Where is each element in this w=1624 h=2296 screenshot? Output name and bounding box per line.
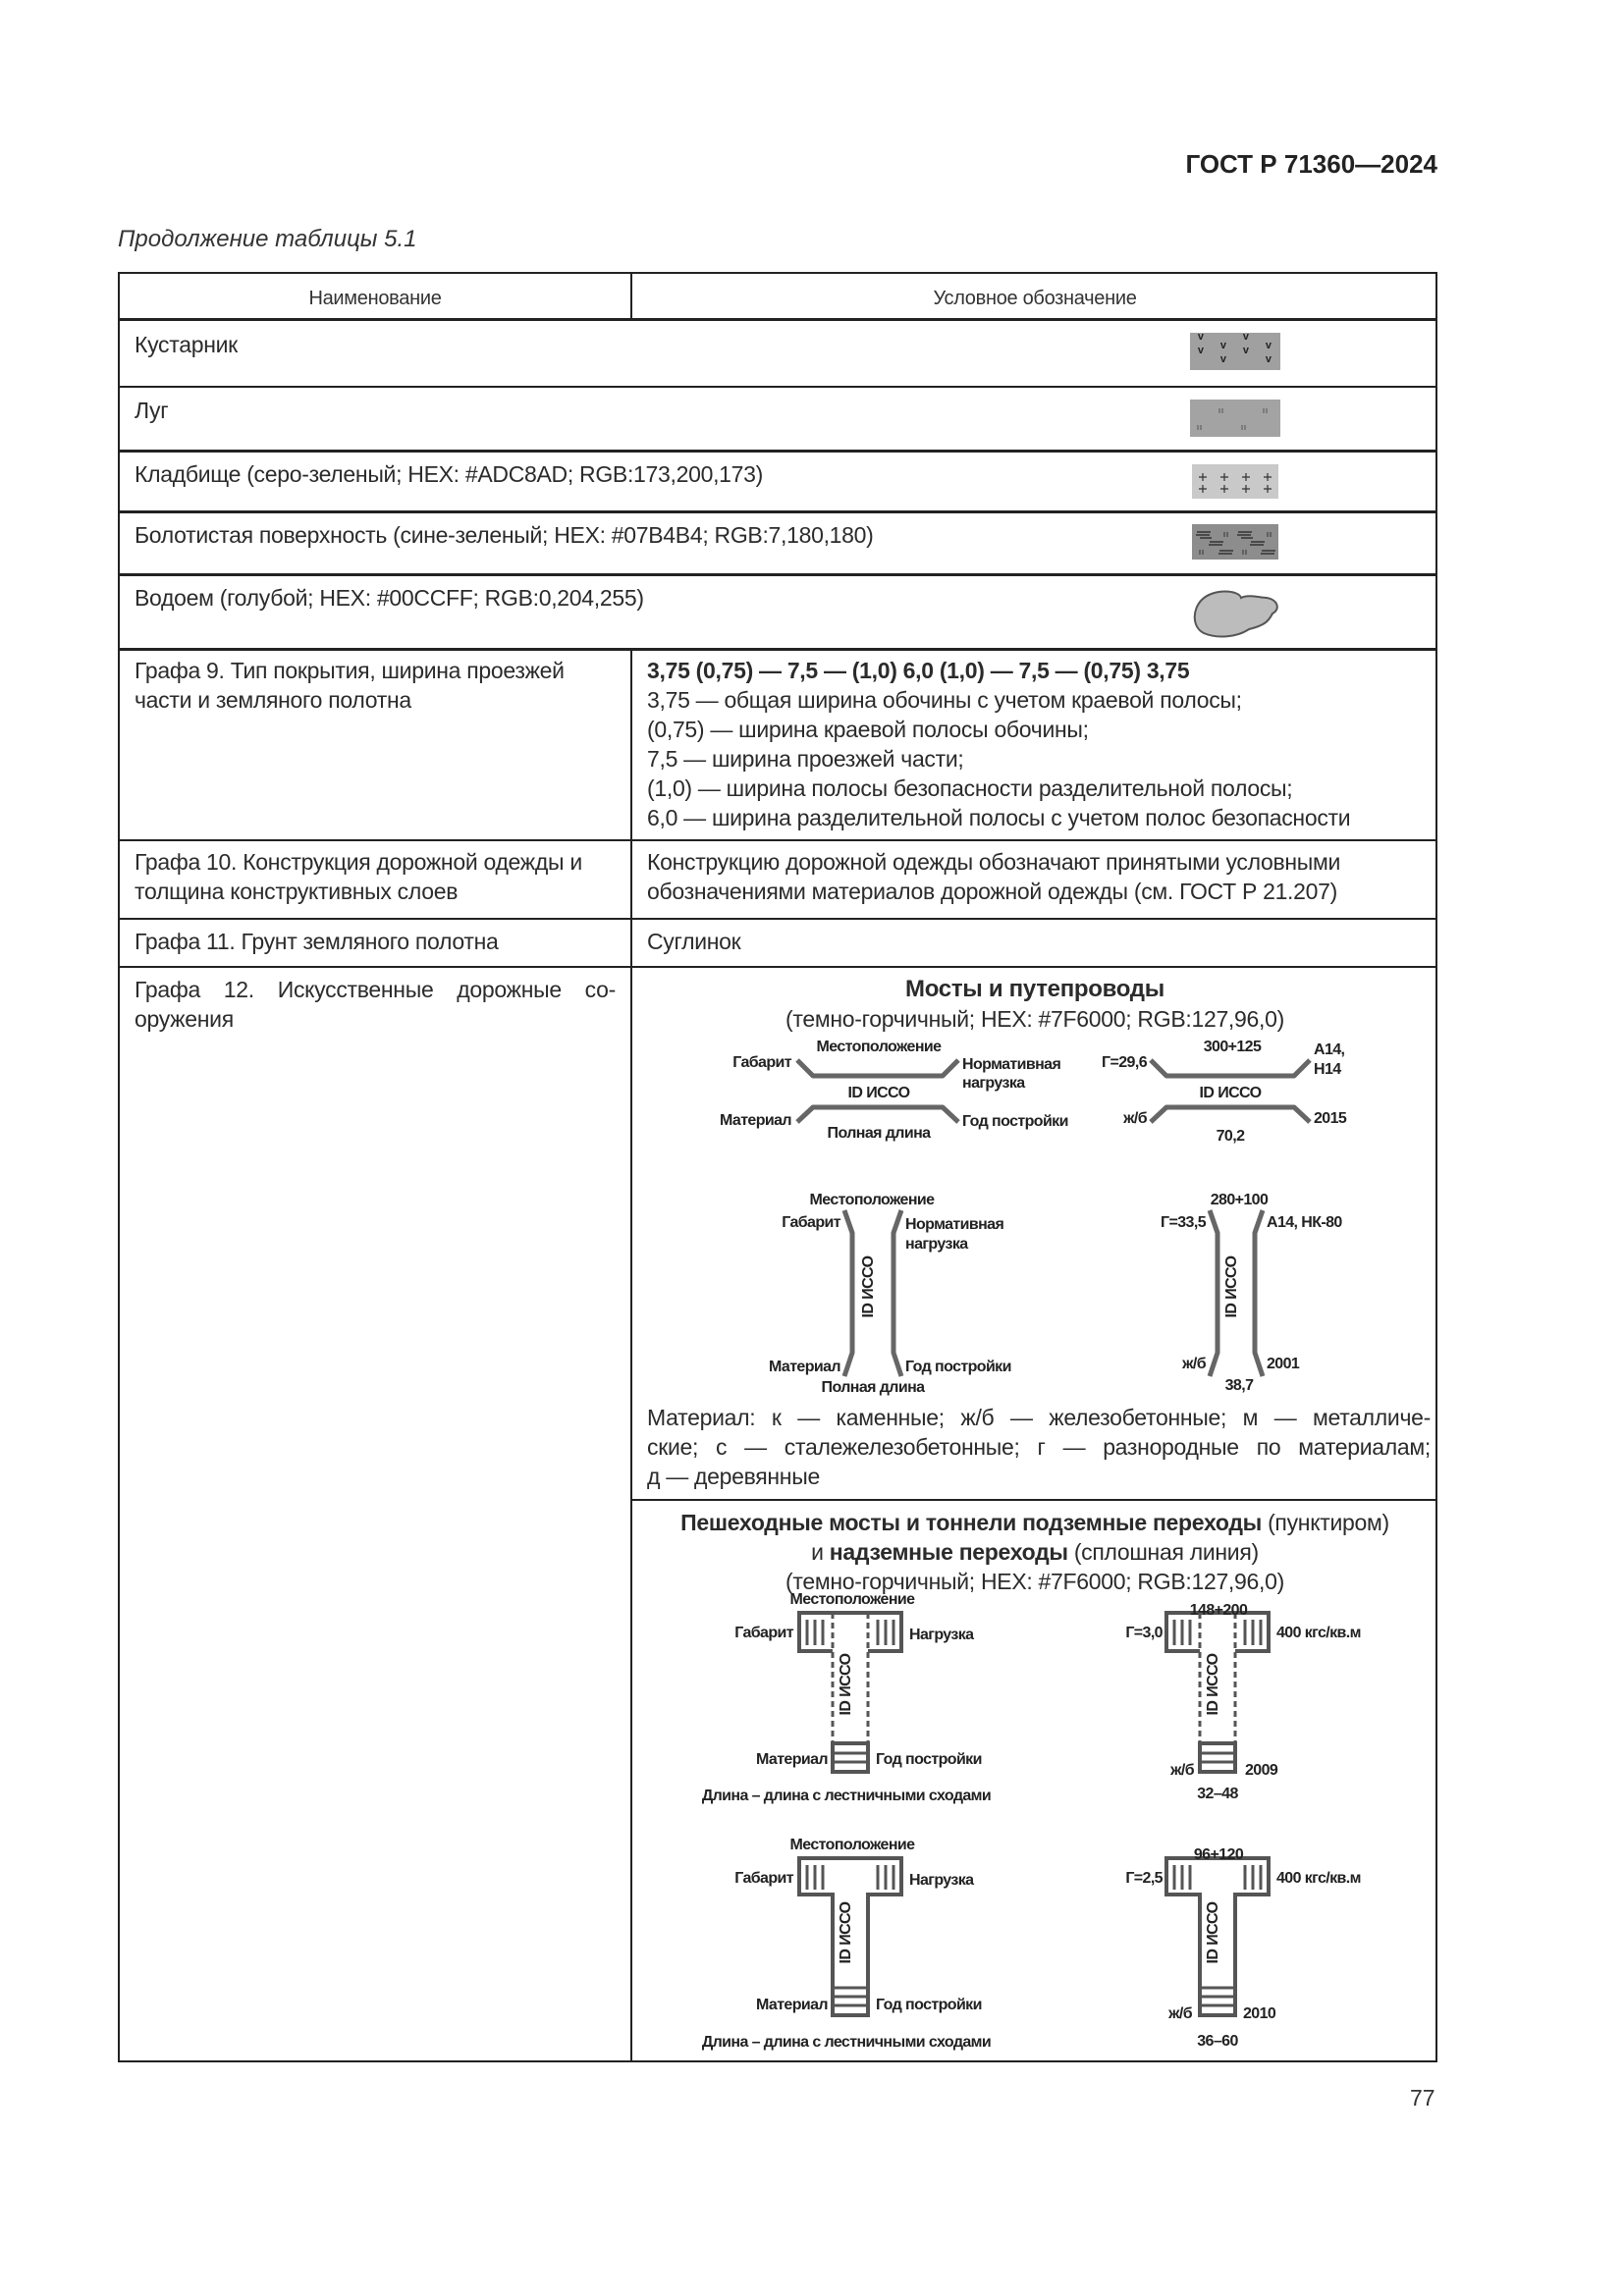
value-material: ж/б — [1170, 1762, 1194, 1779]
label-length: Полная длина — [827, 1125, 931, 1142]
bridge-bottom-line — [1151, 1107, 1310, 1122]
graf11-value: Суглинок — [647, 929, 741, 954]
value-load: А14, — [1314, 1041, 1345, 1058]
row-label-meadow: Луг — [135, 398, 169, 423]
label-load: нагрузка — [905, 1236, 968, 1253]
label-id: ID ИССО — [838, 1653, 854, 1716]
row-label-graf9: Графа 9. Тип покрытия, ширина проезжей части и земляного полотна — [135, 658, 565, 713]
svg-text:ᵛ: ᵛ — [1266, 340, 1272, 356]
svg-text:ᵛ: ᵛ — [1220, 340, 1226, 356]
value-load: 400 кгс/кв.м — [1276, 1870, 1361, 1887]
value-gabarit: Г=29,6 — [1102, 1054, 1147, 1071]
value-location: 96+120 — [1193, 1846, 1244, 1863]
graf9-line: 6,0 — ширина разделительной полосы с учетом полос безопасности — [647, 805, 1351, 830]
label-location: Местоположение — [809, 1192, 935, 1208]
value-load: Н14 — [1314, 1061, 1341, 1078]
graf10-line: Конструкцию дорожной одежды обозначают принятыми условными — [647, 849, 1341, 875]
title-bold: Пешеходные мосты и тоннели подземные переходы — [680, 1510, 1262, 1535]
graf9-line: (0,75) — ширина краевой полосы обочины; — [647, 717, 1089, 742]
label-length: Полная длина — [821, 1379, 925, 1396]
row-label-swamp: Болотистая поверхность (сине-зеленый; HEX: #07B4B4; RGB:7,180,180) — [135, 522, 874, 548]
svg-text:ᵛ: ᵛ — [1198, 333, 1204, 347]
bridge-left-line — [1210, 1210, 1218, 1376]
label-year: Год постройки — [876, 1997, 982, 2013]
label-id: ID ИССО — [847, 1085, 910, 1101]
label-line: Графа 12. Искусственные дорожные со- — [135, 977, 616, 1002]
row-label-graf10: Графа 10. Конструкция дорожной одежды и толщина конструктивных слоев — [135, 849, 582, 904]
value-id: ID ИССО — [1205, 1901, 1221, 1964]
label-material: Материал — [719, 1112, 791, 1129]
row-label-water: Водоем (голубой; HEX: #00CCFF; RGB:0,204,255) — [135, 585, 644, 611]
title-normal: (пунктиром) — [1261, 1510, 1389, 1535]
value-location: 148+200 — [1189, 1602, 1248, 1619]
row-label-graf11: Графа 11. Грунт земляного полотна — [135, 929, 499, 954]
label-gabarit: Габарит — [732, 1054, 791, 1071]
column-header-name: Наименование — [308, 288, 442, 309]
value-length: 38,7 — [1224, 1377, 1254, 1394]
title-normal: и — [811, 1539, 830, 1565]
material-line: д — деревянные — [647, 1464, 820, 1489]
value-material: ж/б — [1123, 1110, 1147, 1127]
value-length: 36–60 — [1197, 2033, 1238, 2050]
label-year: Год постройки — [905, 1359, 1011, 1375]
label-load: Нормативная — [962, 1056, 1061, 1073]
value-year: 2010 — [1243, 2005, 1276, 2022]
label-gabarit: Габарит — [782, 1214, 840, 1231]
row-label-shrub: Кустарник — [135, 332, 238, 357]
label-id: ID ИССО — [860, 1255, 877, 1318]
label-id: ID ИССО — [838, 1901, 854, 1964]
value-gabarit: Г=2,5 — [1125, 1870, 1163, 1887]
document-code: ГОСТ Р 71360—2024 — [1185, 149, 1437, 179]
row-label-cemetery: Кладбище (серо-зеленый; HEX: #ADC8AD; RGB:173,200,173) — [135, 461, 764, 487]
value-id: ID ИССО — [1205, 1653, 1221, 1716]
label-load: Нагрузка — [909, 1872, 974, 1889]
graf9-line: 7,5 — ширина проезжей части; — [647, 746, 964, 772]
label-year: Год постройки — [962, 1113, 1068, 1130]
column-header-symbol: Условное обозначение — [933, 288, 1137, 309]
value-material: ж/б — [1182, 1356, 1206, 1372]
graf10-line: обозначениями материалов дорожной одежды (см. ГОСТ Р 21.207) — [647, 879, 1337, 904]
bridge-right-line — [1255, 1210, 1263, 1376]
svg-text:ᵛ: ᵛ — [1266, 353, 1272, 370]
bridges-subtitle: (темно-горчичный; HEX: #7F6000; RGB:127,96,0) — [785, 1006, 1284, 1032]
value-year: 2001 — [1267, 1356, 1300, 1372]
material-line: Материал: к — каменные; ж/б — железобетонные; м — металличе- — [647, 1405, 1431, 1430]
label-length: Длина – длина с лестничными сходами — [701, 1788, 992, 1804]
material-line: ские; с — сталежелезобетонные; г — разнородные по материалам; — [647, 1434, 1431, 1460]
bridge-left-line — [844, 1210, 852, 1376]
label-location: Местоположение — [789, 1591, 915, 1608]
value-year: 2009 — [1245, 1762, 1278, 1779]
value-gabarit: Г=3,0 — [1125, 1625, 1163, 1641]
svg-text:ᵛ: ᵛ — [1243, 345, 1249, 361]
svg-text:ᵛ: ᵛ — [1220, 353, 1226, 370]
label-location: Местоположение — [816, 1039, 942, 1055]
label-gabarit: Габарит — [734, 1625, 793, 1641]
title-bold: надземные переходы — [829, 1539, 1068, 1565]
bridge-top-line — [1151, 1060, 1310, 1076]
title-normal: (сплошная линия) — [1067, 1539, 1259, 1565]
value-material: ж/б — [1168, 2005, 1192, 2022]
table-caption: Продолжение таблицы 5.1 — [118, 226, 417, 252]
label-location: Местоположение — [789, 1837, 915, 1853]
bridge-right-line — [893, 1210, 901, 1376]
value-length: 70,2 — [1216, 1128, 1245, 1145]
value-id: ID ИССО — [1199, 1085, 1262, 1101]
value-location: 280+100 — [1210, 1192, 1269, 1208]
bridge-top-line — [797, 1060, 958, 1076]
label-line: оружения — [135, 1006, 234, 1032]
label-gabarit: Габарит — [734, 1870, 793, 1887]
page-number: 77 — [1410, 2085, 1435, 2110]
value-location: 300+125 — [1203, 1039, 1262, 1055]
bridges-title: Мосты и путепроводы — [905, 976, 1164, 1002]
value-load: А14, НК-80 — [1267, 1214, 1342, 1231]
svg-text:ᵛ: ᵛ — [1198, 345, 1204, 361]
value-gabarit: Г=33,5 — [1161, 1214, 1206, 1231]
label-year: Год постройки — [876, 1751, 982, 1768]
label-material: Материал — [755, 1751, 828, 1768]
graf9-formula: 3,75 (0,75) — 7,5 — (1,0) 6,0 (1,0) — 7,5 — (0,75) 3,75 — [647, 658, 1190, 683]
label-load: Нагрузка — [909, 1627, 974, 1643]
label-load: нагрузка — [962, 1075, 1025, 1092]
graf9-line: (1,0) — ширина полосы безопасности разделительной полосы; — [647, 775, 1293, 801]
label-length: Длина – длина с лестничными сходами — [701, 2034, 992, 2051]
pedestrian-subtitle: (темно-горчичный; HEX: #7F6000; RGB:127,96,0) — [785, 1569, 1284, 1594]
bridge-bottom-line — [797, 1107, 958, 1122]
value-load: 400 кгс/кв.м — [1276, 1625, 1361, 1641]
value-id: ID ИССО — [1223, 1255, 1240, 1318]
svg-text:ᵛ: ᵛ — [1243, 333, 1249, 347]
value-year: 2015 — [1314, 1110, 1347, 1127]
label-material: Материал — [755, 1997, 828, 2013]
label-load: Нормативная — [905, 1216, 1004, 1233]
label-material: Материал — [768, 1359, 840, 1375]
value-length: 32–48 — [1197, 1786, 1238, 1802]
graf9-line: 3,75 — общая ширина обочины с учетом краевой полосы; — [647, 687, 1242, 713]
